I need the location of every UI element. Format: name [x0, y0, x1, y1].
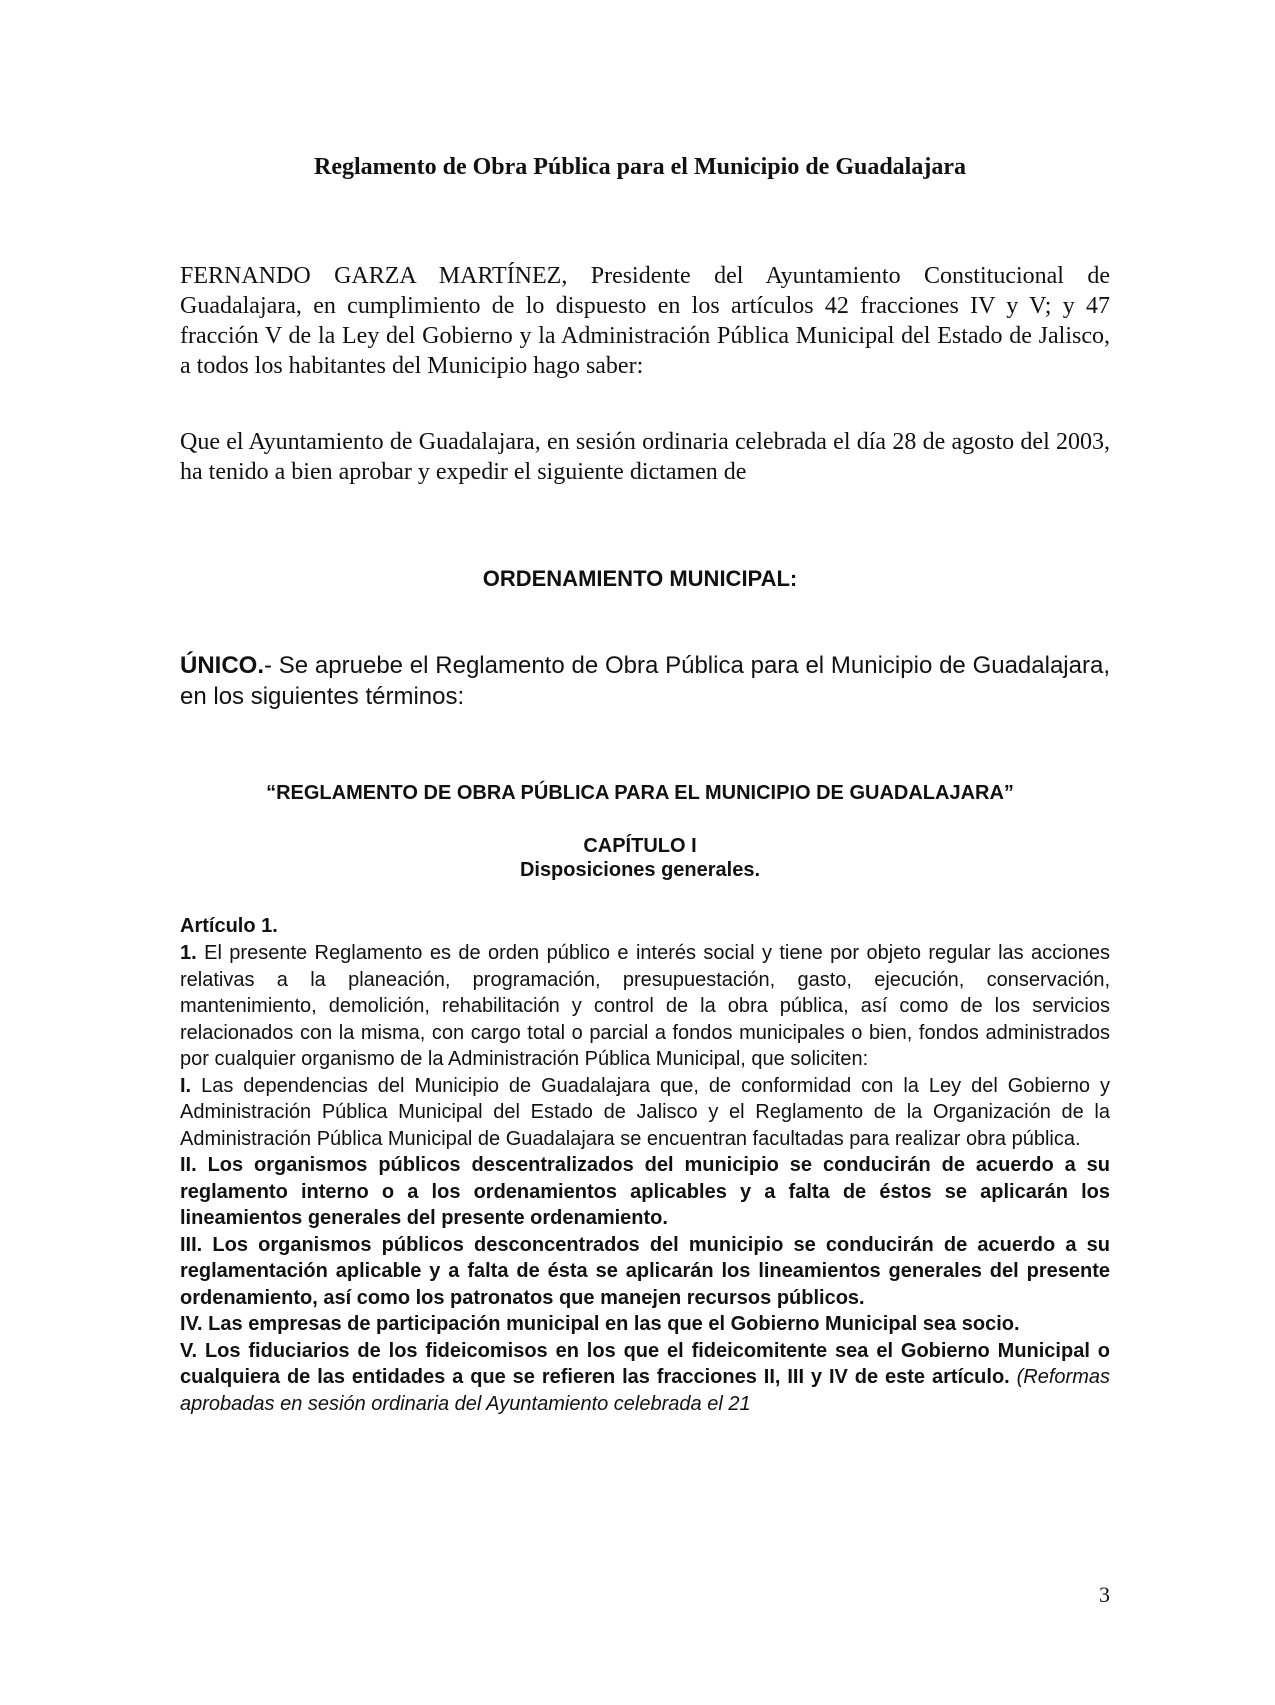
ordenamiento-heading: ORDENAMIENTO MUNICIPAL:: [482, 566, 798, 591]
article-heading: Artículo 1.: [180, 915, 278, 937]
article-1-body: [180, 940, 1110, 1417]
reform-note: (Reformas aprobadas en sesión ordinaria del Ayuntamiento celebrada el 21: [180, 1366, 1110, 1415]
chapter-heading: [180, 834, 1100, 882]
fraction-I-label: I.: [180, 1074, 192, 1097]
document-title: Reglamento de Obra Pública para el Municipio de Guadalajara: [314, 154, 966, 180]
item-1-label: 1.: [180, 942, 197, 964]
article-1-item-1: [180, 940, 1110, 1073]
fraction-V: [180, 1338, 1110, 1418]
fraction-V-text: V. Los fiduciarios de los fideicomisos en los que el fideicomitente sea el Gobierno Municipal o cualquiera de las entidades a que se refieren las fracciones II, III y IV de este artículo.: [180, 1339, 1110, 1388]
fraction-I: [180, 1073, 1110, 1153]
regulation-title: “REGLAMENTO DE OBRA PÚBLICA PARA EL MUNICIPIO DE GUADALAJARA”: [266, 782, 1014, 804]
fraction-I-text: Las dependencias del Municipio de Guadalajara que, de conformidad con la Ley del Gobierno y Administración Pública Municipal del Estado de Jalisco y el Reglamento de la Organización de la Administración Pública Municipal de Guadalajara se encuentran facultadas para realizar obra pública.: [180, 1074, 1110, 1150]
session-paragraph: Que el Ayuntamiento de Guadalajara, en sesión ordinaria celebrada el día 28 de agosto del 2003, ha tenido a bien aprobar y expedir el siguiente dictamen de: [180, 429, 1110, 485]
intro-paragraph: FERNANDO GARZA MARTÍNEZ, Presidente del Ayuntamiento Constitucional de Guadalajara, en cumplimiento de lo dispuesto en los artículos 42 fracciones IV y V; y 47 fracción V de la Ley del Gobierno y la Administración Pública Municipal del Estado de Jalisco, a todos los habitantes del Municipio hago saber:: [180, 263, 1110, 379]
fraction-III: III. Los organismos públicos desconcentrados del municipio se conducirán de acuerdo a su reglamentación aplicable y a falta de ésta se aplicarán los lineamientos generales del presente ordenamiento, así como los patronatos que manejen recursos públicos.: [180, 1233, 1110, 1309]
chapter-title: Disposiciones generales.: [519, 859, 761, 881]
item-1-text: El presente Reglamento es de orden público e interés social y tiene por objeto regular las acciones relativas a la planeación, programación, presupuestación, gasto, ejecución, conservación, mantenimiento, demolición, rehabilitación y control de la obra pública, así como de los servicios relacionados con la misma, con cargo total o parcial a fondos municipales o bien, fondos administrados por cualquier organismo de la Administración Pública Municipal, que soliciten:: [180, 942, 1110, 1070]
unico-paragraph: [180, 650, 1110, 712]
fraction-IV: IV. Las empresas de participación municipal en las que el Gobierno Municipal sea socio.: [180, 1313, 1020, 1335]
fraction-II: II. Los organismos públicos descentralizados del municipio se conducirán de acuerdo a su reglamento interno o a los ordenamientos aplicables y a falta de éstos se aplicarán los lineamientos generales del presente ordenamiento.: [180, 1154, 1110, 1229]
page-number: 3: [1099, 1582, 1110, 1607]
chapter-number: CAPÍTULO I: [583, 835, 697, 857]
unico-label: ÚNICO.: [180, 652, 264, 679]
unico-text: - Se apruebe el Reglamento de Obra Pública para el Municipio de Guadalajara, en los siguientes términos:: [180, 652, 1110, 710]
